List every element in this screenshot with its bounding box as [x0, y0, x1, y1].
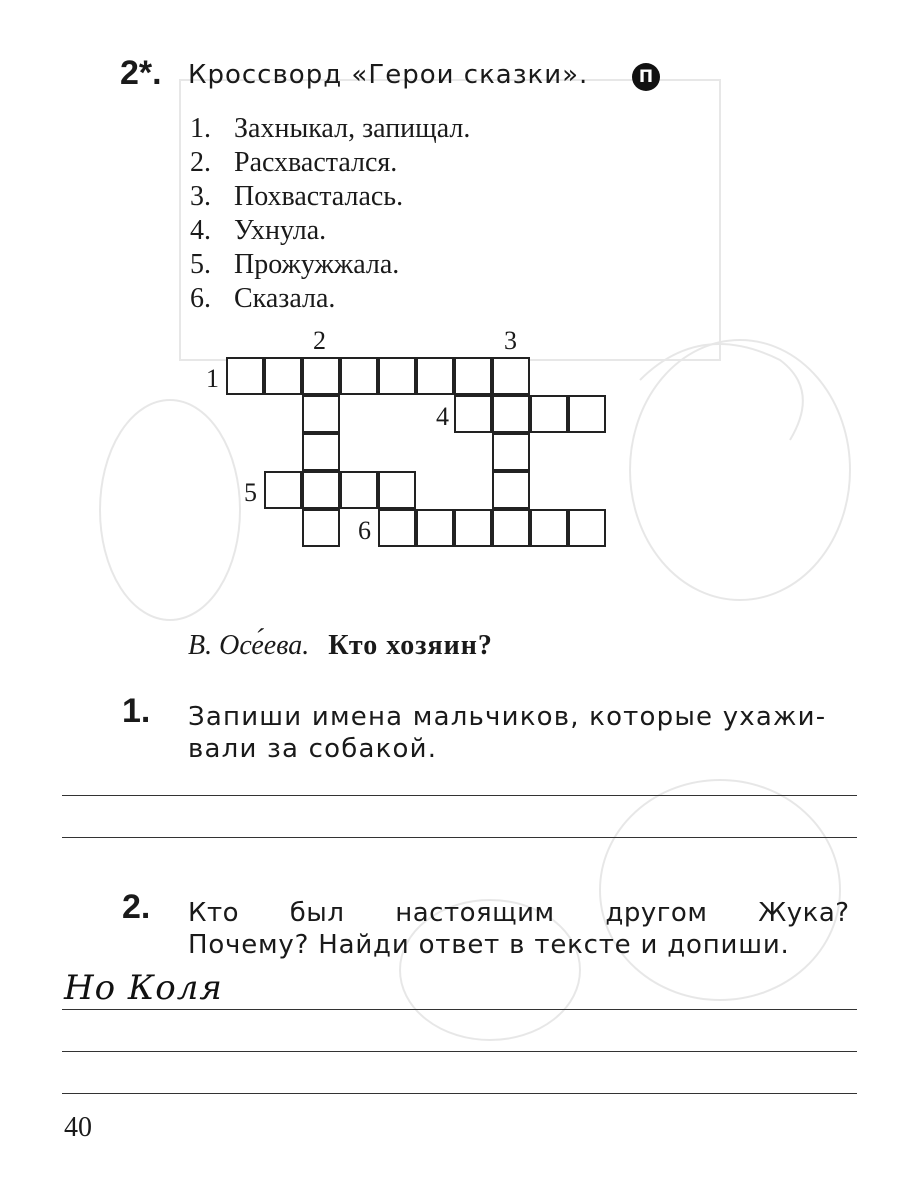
crossword-cell[interactable]	[264, 471, 302, 509]
crossword-cell[interactable]	[492, 509, 530, 547]
crossword-cell[interactable]	[302, 395, 340, 433]
crossword-cell[interactable]	[530, 395, 568, 433]
crossword-cell[interactable]	[302, 357, 340, 395]
task-text: Почему? Найди ответ в тексте и допиши.	[188, 930, 790, 960]
story-author: В. Осе́ева.	[188, 630, 310, 661]
crossword-cell[interactable]	[492, 433, 530, 471]
task-text: Запиши имена мальчиков, которые ухажи-	[188, 702, 827, 732]
crossword-cell[interactable]	[530, 509, 568, 547]
handwritten-answer: Но Коля	[64, 968, 223, 1008]
clue-item: 5. Прожужжала.	[190, 249, 400, 280]
crossword-cell[interactable]	[454, 509, 492, 547]
crossword-number-2: 2	[313, 326, 326, 355]
crossword-cell[interactable]	[492, 357, 530, 395]
answer-line[interactable]	[62, 795, 857, 796]
crossword-cell[interactable]	[302, 509, 340, 547]
story-heading	[188, 630, 493, 662]
clue-item: 6. Сказала.	[190, 283, 336, 314]
crossword-number-5: 5	[244, 478, 257, 507]
task-text: Кто был настоящим другом Жука?	[188, 898, 850, 928]
clue-item: 3. Похвасталась.	[190, 181, 404, 212]
crossword-cell[interactable]	[226, 357, 264, 395]
task-number: 2.	[122, 888, 151, 926]
page-number: 40	[64, 1112, 92, 1143]
answer-line[interactable]	[62, 1051, 857, 1052]
crossword-number-1: 1	[206, 364, 219, 393]
clue-item: 2. Расхвастался.	[190, 147, 398, 178]
crossword-cell[interactable]	[340, 357, 378, 395]
crossword-cell[interactable]	[264, 357, 302, 395]
crossword-number-3: 3	[504, 326, 517, 355]
crossword-cell[interactable]	[416, 357, 454, 395]
crossword-cell[interactable]	[454, 357, 492, 395]
crossword-cell[interactable]	[302, 433, 340, 471]
crossword-cell[interactable]	[492, 471, 530, 509]
task-number: 2*.	[120, 54, 162, 92]
crossword-number-6: 6	[358, 516, 371, 545]
crossword-number-4: 4	[436, 402, 449, 431]
task-number: 1.	[122, 692, 151, 730]
pair-work-badge: П	[632, 63, 660, 91]
answer-line[interactable]	[62, 837, 857, 838]
crossword-cell[interactable]	[378, 357, 416, 395]
crossword-cell[interactable]	[378, 509, 416, 547]
crossword-cell[interactable]	[568, 509, 606, 547]
clue-item: 4. Ухнула.	[190, 215, 327, 246]
task-text: вали за собакой.	[188, 734, 438, 764]
crossword-cell[interactable]	[492, 395, 530, 433]
crossword-cell[interactable]	[302, 471, 340, 509]
task-title: Кроссворд «Герои сказки».	[188, 60, 589, 90]
crossword-cell[interactable]	[378, 471, 416, 509]
crossword-cell[interactable]	[340, 471, 378, 509]
crossword-cell[interactable]	[416, 509, 454, 547]
story-title: Кто хозяин?	[328, 630, 493, 661]
crossword-cell[interactable]	[568, 395, 606, 433]
answer-line[interactable]	[62, 1093, 857, 1094]
answer-line[interactable]	[62, 1009, 857, 1010]
clue-item: 1. Захныкал, запищал.	[190, 113, 471, 144]
crossword-cell[interactable]	[454, 395, 492, 433]
